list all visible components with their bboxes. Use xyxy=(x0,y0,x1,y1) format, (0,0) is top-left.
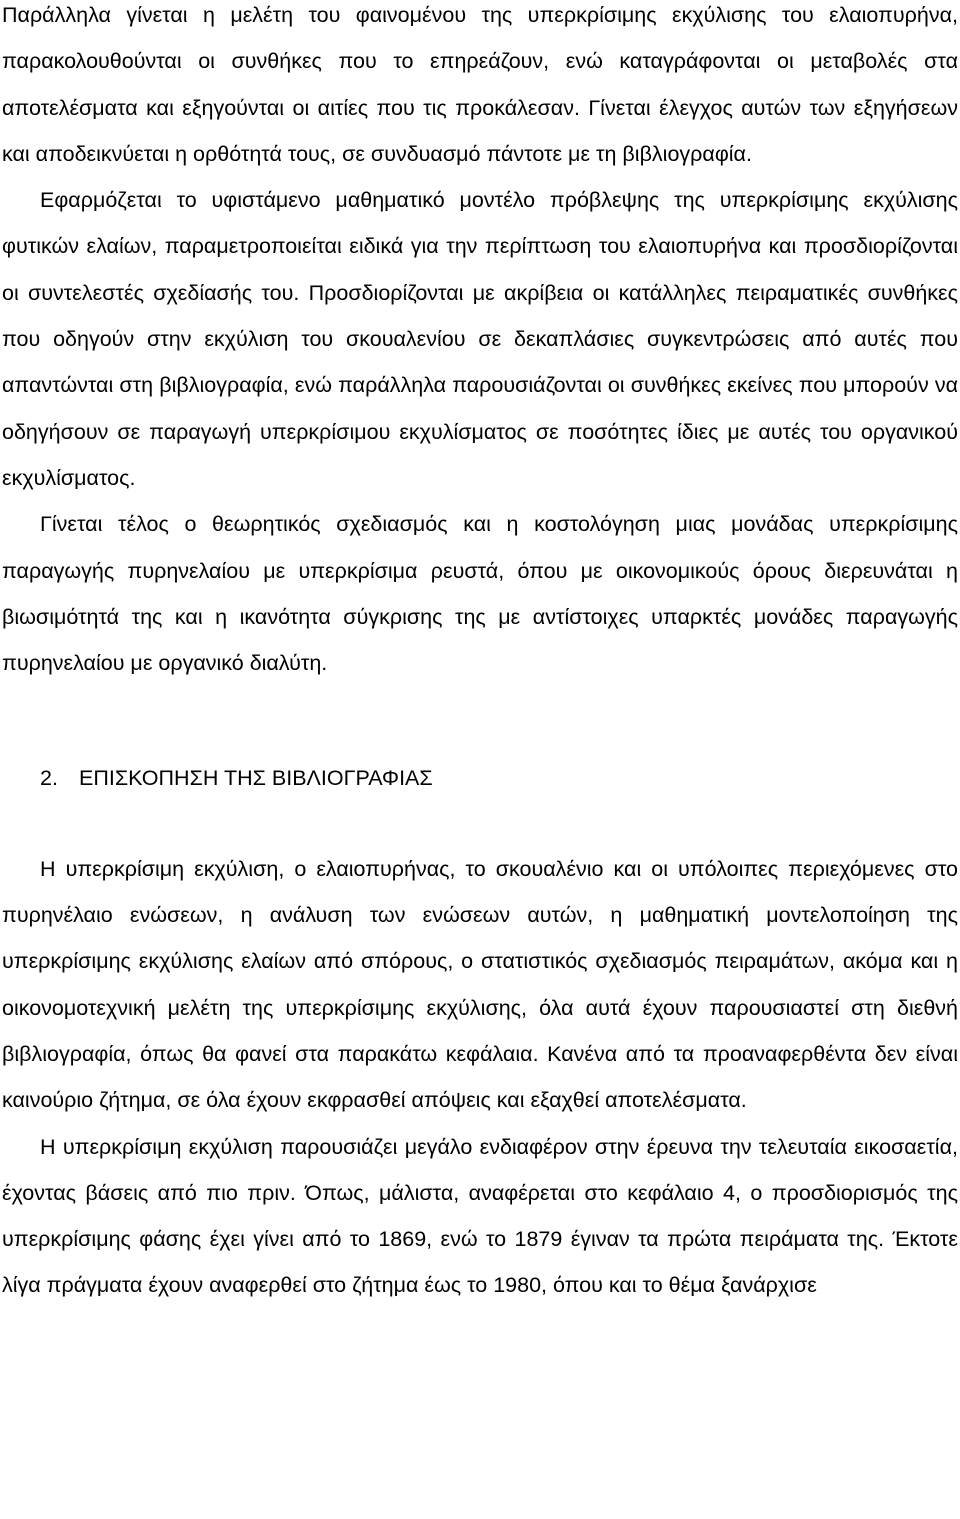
paragraph-design-costing: Γίνεται τέλος ο θεωρητικός σχεδιασμός και η κοστολόγηση μιας μονάδας υπερκρίσιμης παραγωγής πυρηνελαίου με υπερκρίσιμα ρευστά, όπου με οικονομικούς όρους διερευνάται η βιωσιμότητά της και η ικανότητα σύγκρισης της με αντίστοιχες υπαρκτές μονάδες παραγωγής πυρηνελαίου με οργανικό διαλύτη. xyxy=(2,512,958,676)
paragraph-history: Η υπερκρίσιμη εκχύλιση παρουσιάζει μεγάλο ενδιαφέρον στην έρευνα την τελευταία εικοσαετία, έχοντας βάσεις από πιο πριν. Όπως, μάλιστα, αναφέρεται στο κεφάλαιο 4, ο προσδιορισμός της υπερκρίσιμης φάσης έχει γίνει από το 1869, ενώ το 1879 έγιναν τα πρώτα πειράματα της. Έκτοτε λίγα πράγματα έχουν αναφερθεί στο ζήτημα έως το 1980, όπου και το θέμα ξανάρχισε xyxy=(2,1134,958,1298)
section-heading xyxy=(2,755,958,801)
paragraph-intro-continuation: Παράλληλα γίνεται η μελέτη του φαινομένου της υπερκρίσιμης εκχύλισης του ελαιοπυρήνα, παρακολουθούνται οι συνθήκες που το επηρεάζουν, ενώ καταγράφονται οι μεταβολές στα αποτελέσματα και εξηγούνται οι αιτίες που τις προκάλεσαν. Γίνεται έλεγχος αυτών των εξηγήσεων και αποδεικνύεται η ορθότητά τους, σε συνδυασμό πάντοτε με τη βιβλιογραφία. xyxy=(2,3,958,166)
section-title: ΕΠΙΣΚΟΠΗΣΗ ΤΗΣ ΒΙΒΛΙΟΓΡΑΦΙΑΣ xyxy=(78,766,433,791)
paragraph-literature-overview: Η υπερκρίσιμη εκχύλιση, ο ελαιοπυρήνας, το σκουαλένιο και οι υπόλοιπες περιεχόμενες στο πυρηνέλαιο ενώσεων, η ανάλυση των ενώσεων αυτών, η μαθηματική μοντελοποίηση της υπερκρίσιμης εκχύλισης ελαίων από σπόρους, ο στατιστικός σχεδιασμός πειραμάτων, ακόμα και η οικονομοτεχνική μελέτη της υπερκρίσιμης εκχύλισης, όλα αυτά έχουν παρουσιαστεί στη διεθνή βιβλιογραφία, όπως θα φανεί στα παρακάτω κεφάλαια. Κανένα από τα προαναφερθέντα δεν είναι καινούριο ζήτημα, σε όλα έχουν εκφρασθεί απόψεις και εξαχθεί αποτελέσματα. xyxy=(2,856,958,1113)
section-number: 2. xyxy=(40,766,58,791)
paragraph-model: Εφαρμόζεται το υφιστάμενο μαθηματικό μοντέλο πρόβλεψης της υπερκρίσιμης εκχύλισης φυτικών ελαίων, παραμετροποιείται ειδικά για την περίπτωση του ελαιοπυρήνα και προσδιορίζονται οι συντελεστές σχεδίασής του. Προσδιορίζονται με ακρίβεια οι κατάλληλες πειραματικές συνθήκες που οδηγούν στην εκχύλιση του σκουαλενίου σε δεκαπλάσιες συγκεντρώσεις από αυτές που απαντώνται στη βιβλιογραφία, ενώ παράλληλα παρουσιάζονται οι συνθήκες εκείνες που μπορούν να οδηγήσουν σε παραγωγή υπερκρίσιμου εκχυλίσματος σε ποσότητες ίδιες με αυτές του οργανικού εκχυλίσματος. xyxy=(2,188,958,490)
